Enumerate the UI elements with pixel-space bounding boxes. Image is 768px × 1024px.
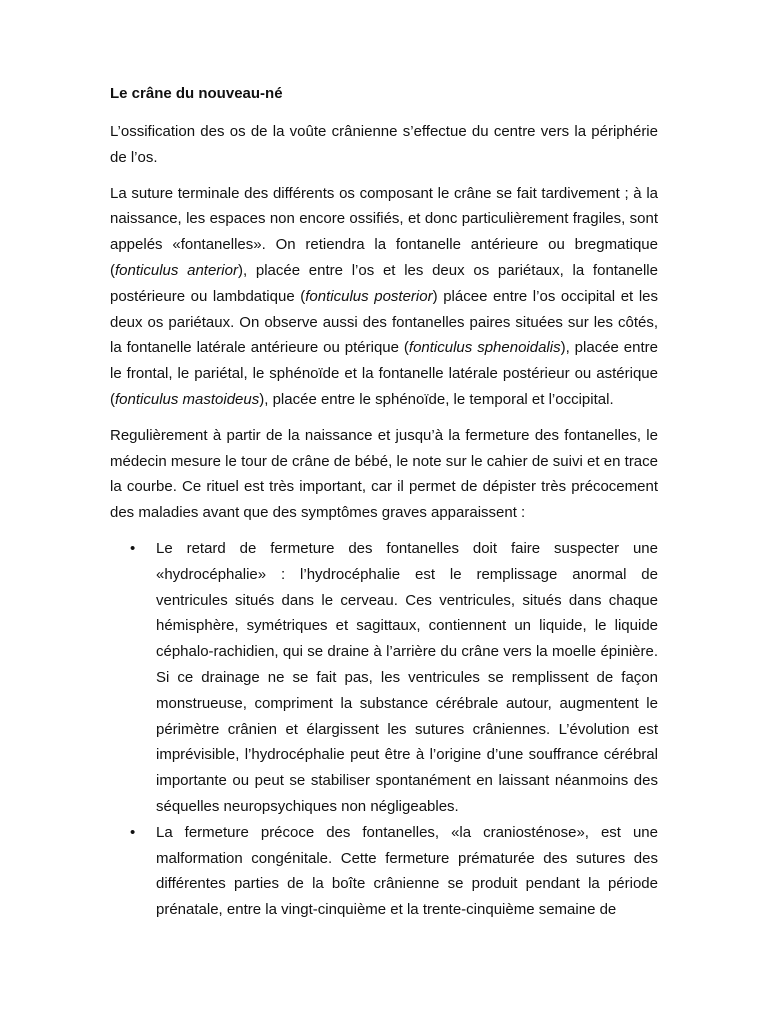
list-item bbox=[110, 536, 658, 820]
list-item-text: La fermeture précoce des fontanelles, «la craniosténose», est une malformation congénitale. Cette fermeture prématurée des sutures des différentes parties de la boîte crânienne se produit pendant la période prénatale, entre la vingt-cinquième et la trente-cinquième semaine de bbox=[156, 823, 658, 919]
document-page bbox=[110, 84, 658, 923]
bullet-icon: • bbox=[130, 823, 136, 841]
bullet-icon: • bbox=[130, 539, 136, 557]
latin-term: fonticulus anterior bbox=[115, 261, 238, 279]
list-item bbox=[110, 820, 658, 923]
latin-term: fonticulus posterior bbox=[305, 287, 433, 305]
paragraph-ossification: L’ossification des os de la voûte crânienne s’effectue du centre vers la périphérie de l’os. bbox=[110, 123, 658, 166]
paragraph-text: ), placée entre le frontal, le pariétal, le sphénoïde et la fontanelle latérale postérieur ou astérique ( bbox=[110, 339, 658, 408]
paragraph-text: La suture terminale des différents os composant le crâne se fait tardivement ; à la naissance, les espaces non encore ossifiés, et donc particulièrement fragiles, sont appelés «fontanelles». On retiendra la fontanelle antérieure ou bregmatique ( bbox=[110, 184, 658, 279]
paragraph-text: ) plácee entre l’os occipital et les deux os pariétaux. On observe aussi des fontanelles paires situées sur les côtés, la fontanelle latérale antérieure ou ptérique ( bbox=[110, 287, 658, 357]
paragraph-text: ), placée entre le sphénoïde, le temporal et l’occipital. bbox=[259, 390, 614, 408]
list-item-text: Le retard de fermeture des fontanelles doit faire suspecter une «hydrocéphalie» : l’hydrocéphalie est le remplissage anormal de ventricules situés dans le cerveau. Ces ventricules, situés dans chaque hémisphère, symétriques et sagittaux, contiennent un liquide, le liquide céphalo-rachidien, qui se draine à l’arrière du crâne vers la moelle épinière. Si ce drainage ne se fait pas, les ventricules se remplissent de façon monstrueuse, compriment la substance cérébrale autour, augmentent le périmètre crânien et élargissent les sutures crâniennes. L’évolution est imprévisible, l’hydrocéphalie peut être à l’origine d’une souffrance cérébral importante ou peut se stabiliser spontanément en laissant néanmoins des séquelles neuropsychiques non négligeables. bbox=[156, 539, 658, 815]
document-title: Le crâne du nouveau-né bbox=[110, 85, 283, 102]
paragraph-fontanelles bbox=[110, 181, 658, 413]
paragraph-measurement: Regulièrement à partir de la naissance et jusqu’à la fermeture des fontanelles, le médecin mesure le tour de crâne de bébé, le note sur le cahier de suivi et en trace la courbe. Ce rituel est très important, car il permet de dépister très précocement des maladies avant que des symptômes graves apparaissent : bbox=[110, 426, 658, 522]
latin-term: fonticulus mastoideus bbox=[115, 390, 260, 408]
bullet-list bbox=[110, 536, 658, 923]
paragraph-text: ), placée entre l’os et les deux os pariétaux, la fontanelle postérieure ou lambdatique ( bbox=[110, 261, 658, 305]
latin-term: fonticulus sphenoidalis bbox=[408, 339, 561, 357]
